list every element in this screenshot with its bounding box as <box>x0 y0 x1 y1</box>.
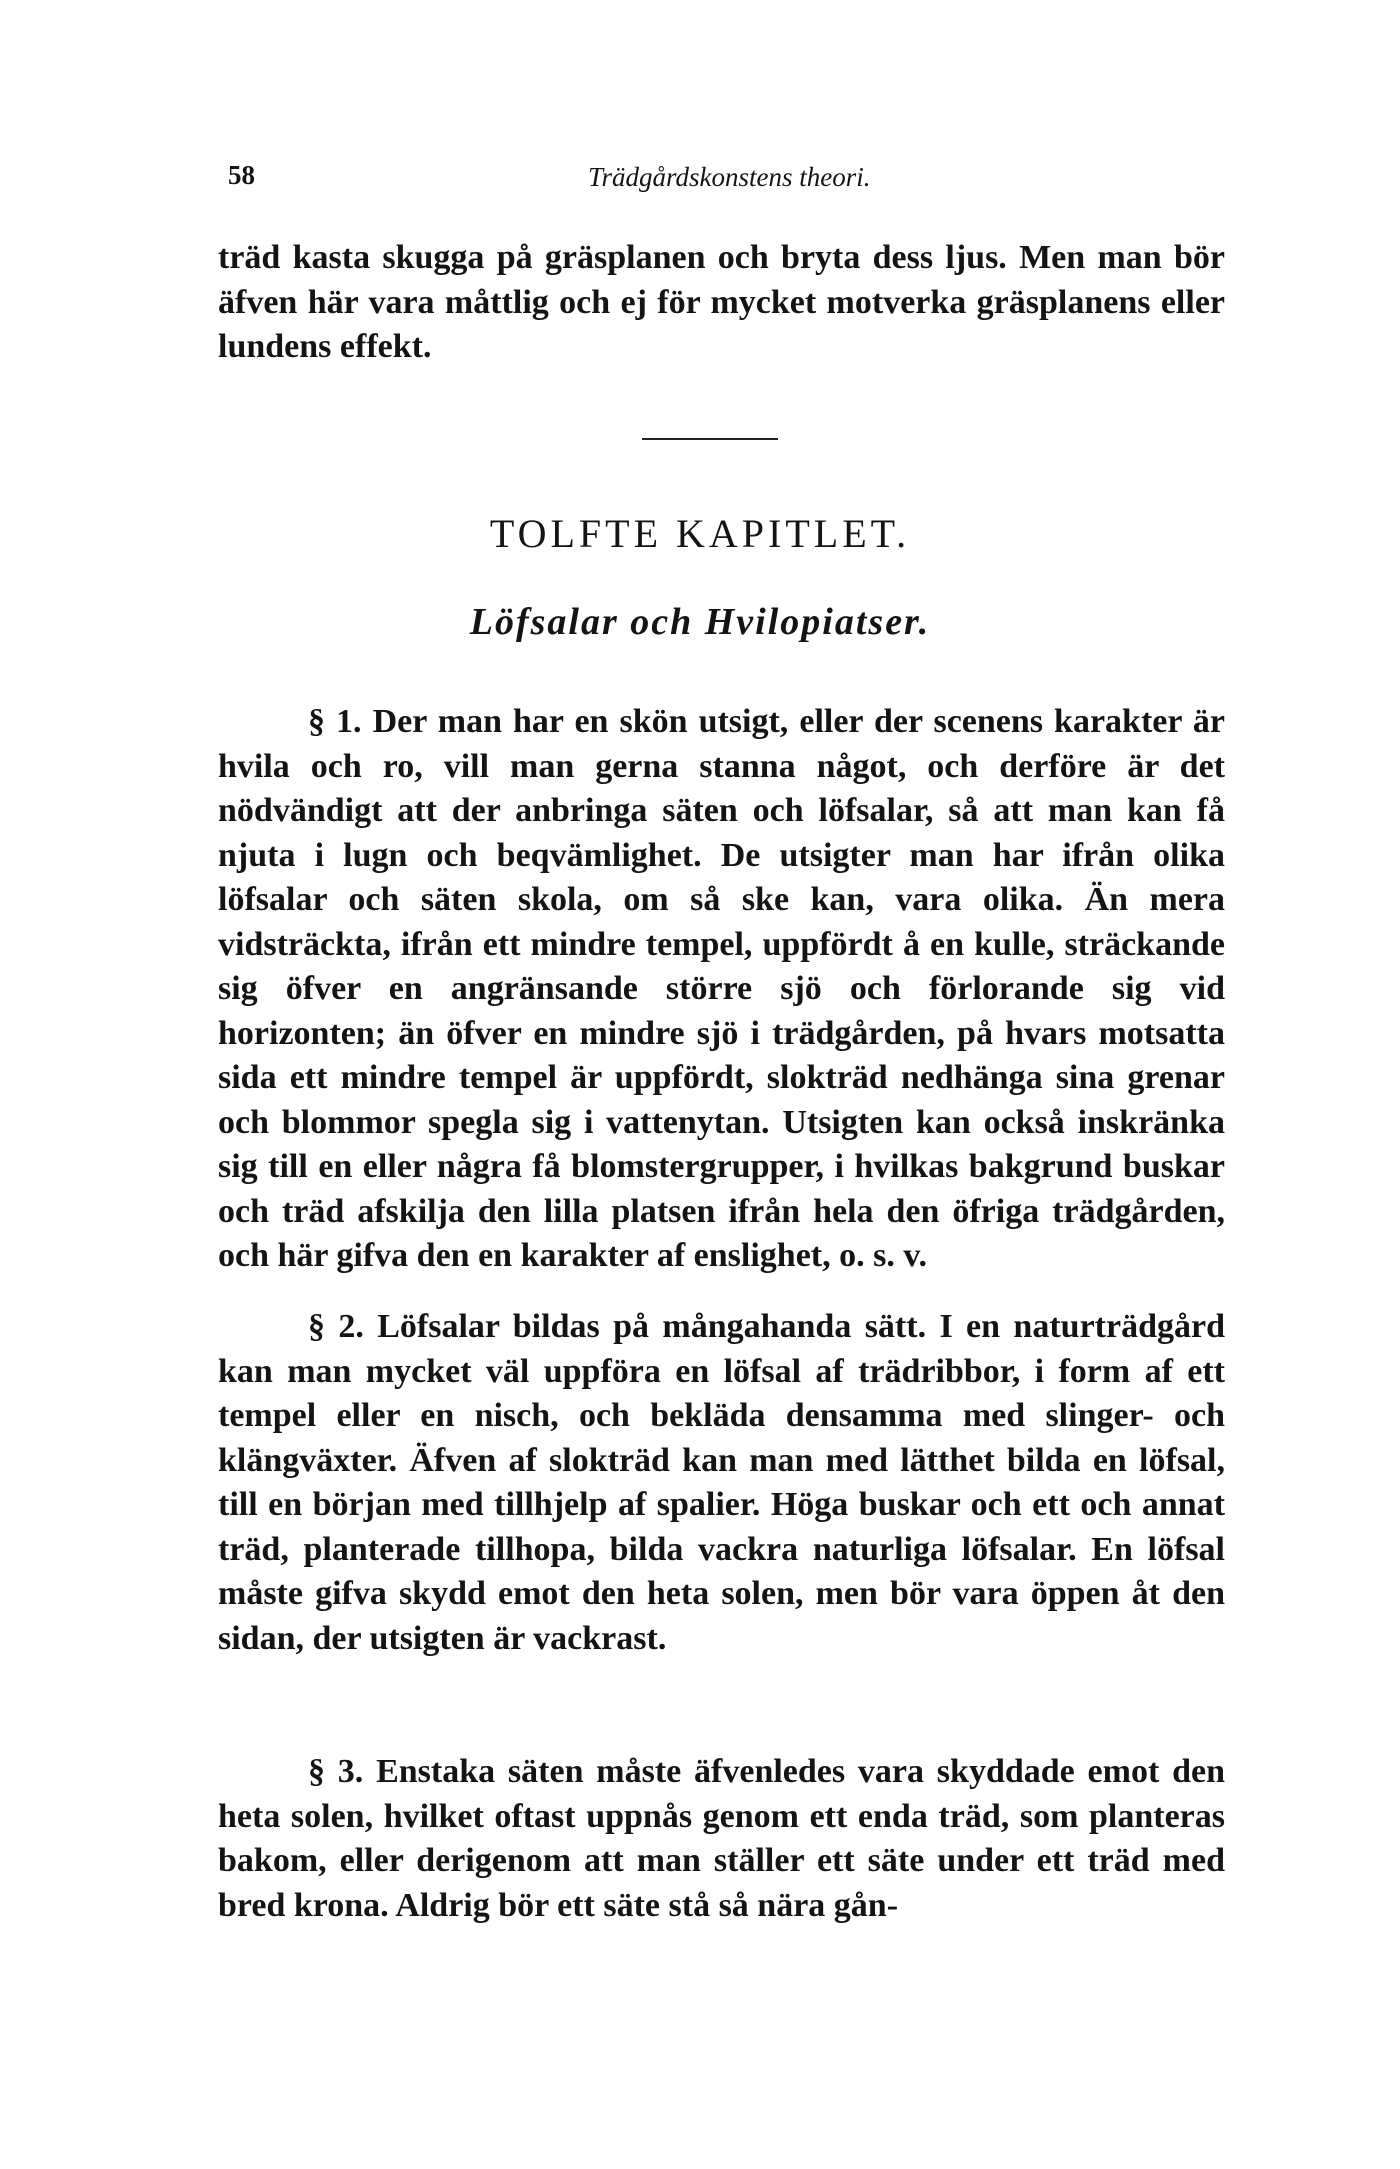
section-3-paragraph: § 3. Enstaka säten måste äfvenledes vara skyddade emot den heta solen, hvilket oftast uppnås genom ett enda träd, som planteras bakom, eller derigenom att man ställer ett säte under ett träd med bred krona. Aldrig bör ett säte stå så nära gån- <box>218 1753 1225 1924</box>
chapter-subtitle: Löfsalar och Hvilopiatser. <box>469 601 931 643</box>
running-head <box>228 160 1228 200</box>
running-title: Trädgårdskonstens theori. <box>588 162 871 192</box>
section-divider <box>642 438 778 440</box>
intro-paragraph: träd kasta skugga på gräsplanen och bryta dess ljus. Men man bör äfven här vara måttlig och ej för mycket motverka gräsplanens eller lundens effekt. <box>218 239 1225 365</box>
page-number: 58 <box>228 160 255 190</box>
chapter-title: TOLFTE KAPITLET. <box>489 511 911 556</box>
section-2-paragraph: § 2. Löfsalar bildas på mångahanda sätt. I en naturträdgård kan man mycket väl uppföra en löfsal af trädribbor, i form af ett tempel eller en nisch, och bekläda densamma med slinger- och klängväxter. Äfven af slokträd kan man med lätthet bilda en löfsal, till en början med tillhjelp af spalier. Höga buskar och ett och annat träd, planterade tillhopa, bilda vackra naturliga löfsalar. En löfsal måste gifva skydd emot den heta solen, men bör vara öppen åt den sidan, der utsigten är vackrast. <box>218 1308 1225 1657</box>
section-1-paragraph: § 1. Der man har en skön utsigt, eller der scenens karakter är hvila och ro, vill man gerna stanna något, och derföre är det nödvändigt att der anbringa säten och löfsalar, så att man kan få njuta i lugn och beqvämlighet. De utsigter man har ifrån olika löfsalar och säten skola, om så ske kan, vara olika. Än mera vidsträckta, ifrån ett mindre tempel, uppfördt å en kulle, sträckande sig öfver en angränsande större sjö och förlorande sig vid horizonten; än öfver en mindre sjö i trädgården, på hvars motsatta sida ett mindre tempel är uppfördt, slokträd nedhänga sina grenar och blommor spegla sig i vattenytan. Utsigten kan också inskränka sig till en eller några få blomstergrupper, i hvilkas bakgrund buskar och träd afskilja den lilla platsen ifrån hela den öfriga trädgården, och här gifva den en karakter af enslighet, o. s. v. <box>218 703 1225 1274</box>
